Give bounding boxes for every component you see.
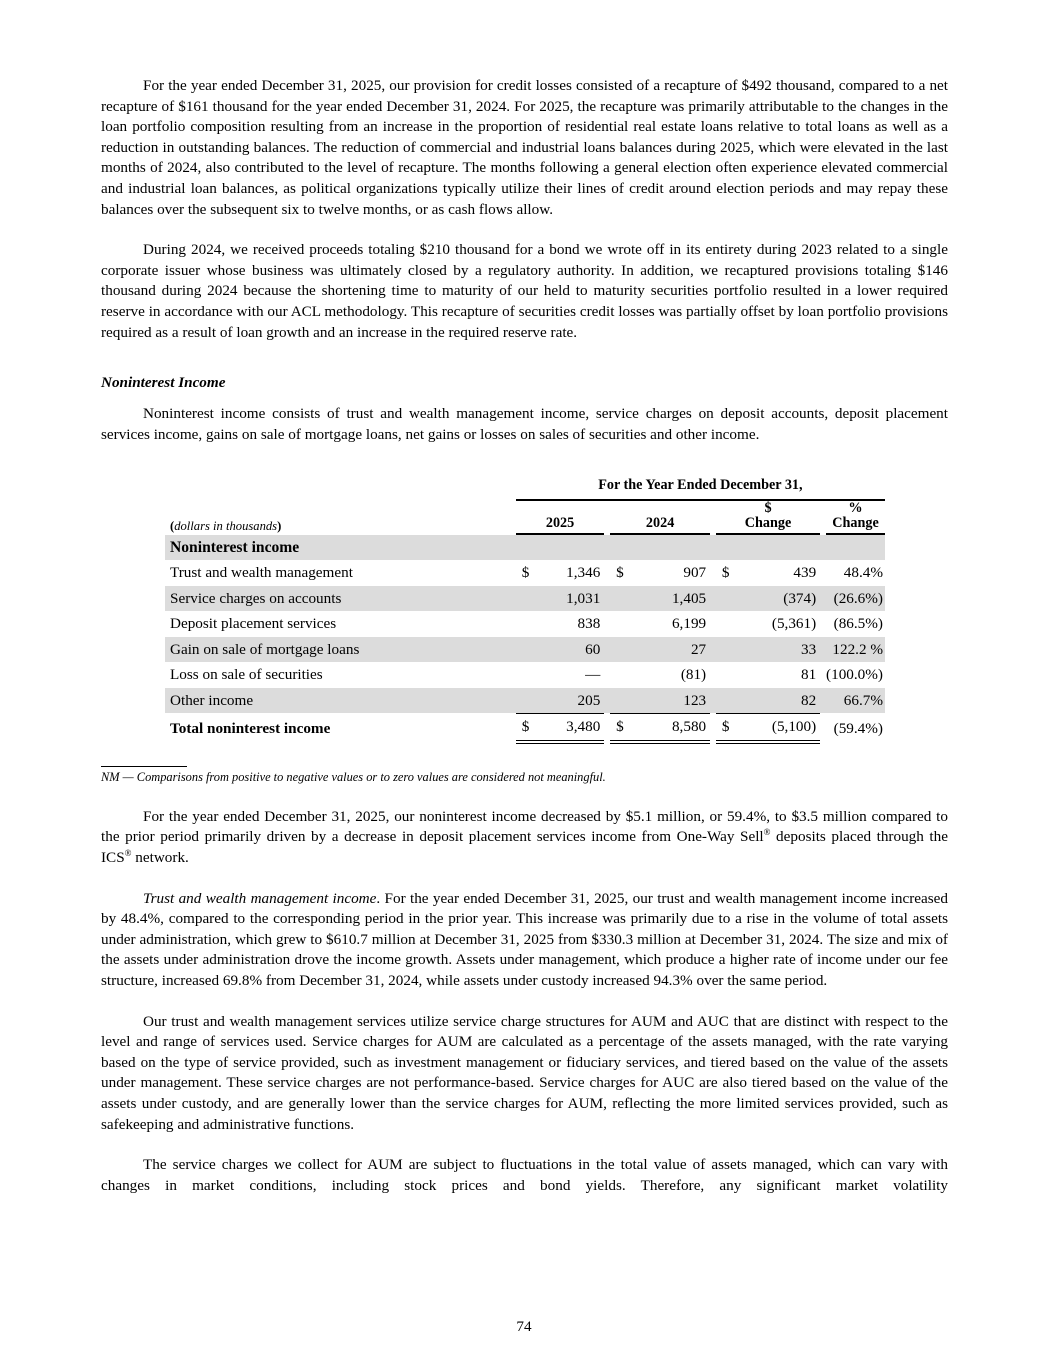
table-row: Gain on sale of mortgage loans 60 27 33 122.2 % [165,637,885,663]
registered-trademark-icon: ® [763,827,771,838]
column-header-2025: 2025 [516,501,605,535]
column-header-2024: 2024 [610,501,710,535]
footnote-divider [101,766,187,767]
column-header-percent-change: % Change [826,501,885,535]
table-row: Other income 205 123 82 66.7% [165,688,885,714]
table-total-row: Total noninterest income $ 3,480 $ 8,580 $ (5,100) (59.4%) [165,713,885,744]
table-section-row: Noninterest income [165,535,885,561]
table-row: Deposit placement services 838 6,199 (5,361) (86.5%) [170,615,883,633]
paragraph-trust-wealth-income: Trust and wealth management income. For the year ended December 31, 2025, our trust and wealth management income increased by 48.4%, compared to the corresponding period in the prior year. This increase was primarily due to a rise in the volume of total assets under administration, which grew to $610.7 million at December 31, 2025 from $330.3 million at December 31, 2024. The size and mix of the assets under administration drove the income growth. Assets under management, which produce a higher rate of income under our fee structure, increased 69.8% from December 31, 2024, while assets under custody increased 94.3% over the same period. [101,889,948,989]
document-page [101,76,948,1196]
table-row: Loss on sale of securities — (81) 81 (100.0%) [170,666,883,684]
footnote-nm: NM — Comparisons from positive to negative values or to zero values are considered not meaningful. [101,769,606,784]
paragraph-service-charge-structures: Our trust and wealth management services utilize service charge structures for AUM and AUC that are distinct with respect to the level and range of services used. Service charges for AUM are calculated as a percentage of the assets managed, with the rate varying based on the type of service provided, such as investment management or fiduciary services, and tiered based on the value of the assets under management. These service charges are not performance-based. Service charges for AUC are also tiered based on the value of the assets under custody, and are generally lower than the service charges for AUM, reflecting the more limited services provided, such as safekeeping and administrative functions. [101,1012,948,1133]
table-group-header: For the Year Ended December 31, [516,473,885,501]
column-header-dollar-change: $ Change [716,501,820,535]
paragraph-noninterest-summary: For the year ended December 31, 2025, our noninterest income decreased by $5.1 million, or 59.4%, to $3.5 million compared to the prior period primarily driven by a decrease in deposit placement services income from One-Way Sell® deposits placed through the ICS® network. [101,807,948,866]
section-heading-noninterest-income: Noninterest Income [101,374,226,392]
paragraph-provision-2024: During 2024, we received proceeds totaling $210 thousand for a bond we wrote off in its entirety during 2023 related to a single corporate issuer whose business was ultimately closed by a regulatory authority. In addition, we recaptured provisions totaling $146 thousand during 2024 because the shortening time to maturity of our held to maturity securities portfolio resulted in a lower required reserve in accordance with our ACL methodology. This recapture of securities credit losses was partially offset by loan portfolio provisions required as a result of loan growth and an increase in the required reserve rate. [101,241,948,341]
noninterest-income-table [165,473,885,744]
paragraph-noninterest-intro: Noninterest income consists of trust and wealth management income, service charges on deposit accounts, deposit placement services income, gains on sale of mortgage loans, net gains or losses on sales of securities and other income. [101,405,948,443]
table-row: Service charges on accounts 1,031 1,405 (374) (26.6%) [165,586,885,612]
paragraph-provision-2025: For the year ended December 31, 2025, our provision for credit losses consisted of a recapture of $492 thousand, compared to a net recapture of $161 thousand for the year ended December 31, 2024. For 2025, the recapture was primarily attributable to the changes in the loan portfolio composition resulting from an increase in the proportion of residential real estate loans relative to total loans as well as a reduction in outstanding balances. The reduction of commercial and industrial loans balances during 2025, which were elevated in the last months of 2024, also contributed to the level of recapture. The months following a general election often experience elevated commercial and industrial loan balances, as political organizations typically utilize their lines of credit around election periods and may repay these balances over the subsequent six to twelve months, or as cash flows allow. [101,77,948,218]
page-number: 74 [516,1318,532,1335]
registered-trademark-icon: ® [124,848,132,858]
paragraph-aum-fluctuations: The service charges we collect for AUM are subject to fluctuations in the total value of assets managed, which can vary with changes in market conditions, including stock prices and bond yields. Therefore, any significant market volatility [101,1156,948,1194]
table-caption: (dollars in thousands) [170,518,282,533]
table-row: Trust and wealth management $ 1,346 $ 907 $ 439 48.4% [170,564,883,582]
